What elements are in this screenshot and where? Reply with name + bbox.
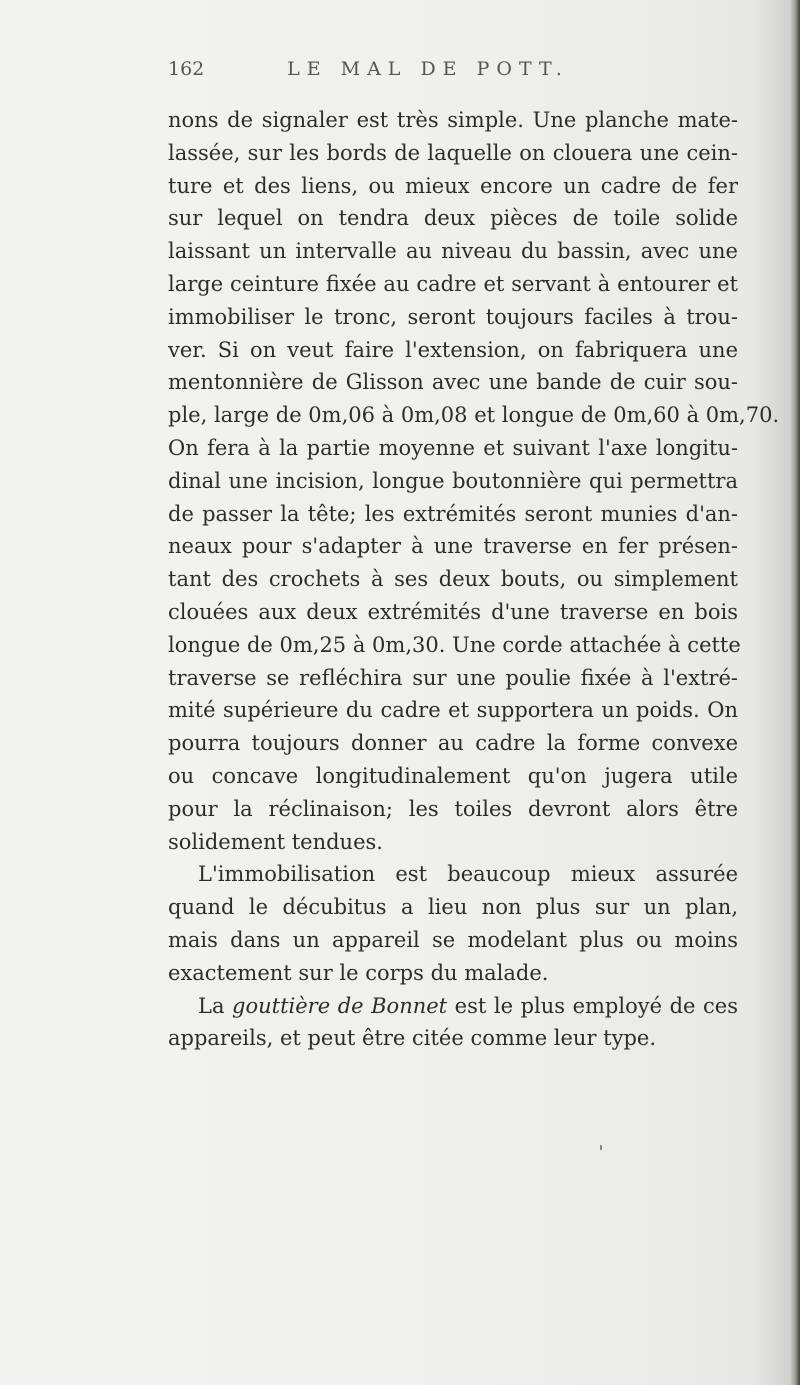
text-line: mentonnière de Glisson avec une bande de cuir sou- [168,370,738,395]
paragraph-2 [168,858,738,989]
text-line: sur lequel on tendra deux pièces de toile solide [168,206,738,231]
text-line: laissant un intervalle au niveau du bassin, avec une [168,239,738,264]
text-line: clouées aux deux extrémités d'une traverse en bois [168,599,738,624]
text-line: large ceinture fixée au cadre et servant à entourer et [168,271,738,296]
text-line: pourra toujours donner au cadre la forme convexe [168,731,738,756]
text-line: quand le décubitus a lieu non plus sur un plan, [168,895,738,920]
text-line: appareils, et peut être citée comme leur type. [168,1026,657,1051]
text-line: On fera à la partie moyenne et suivant l'axe longitu- [168,435,738,460]
text-run: est le plus employé de ces [454,993,738,1018]
page-number: 162 [168,58,205,80]
text-line: nons de signaler est très simple. Une planche mate- [168,108,738,132]
body-text [168,104,780,1055]
italic-term: gouttière de Bonnet [232,993,448,1018]
text-line: ver. Si on veut faire l'extension, on fabriquera une [168,337,738,362]
running-title: LE MAL DE POTT. [287,58,569,80]
print-speck [600,1145,602,1150]
text-line: ou concave longitudinalement qu'on jugera utile [168,763,738,788]
text-line: immobiliser le tronc, seront toujours faciles à trou- [168,304,738,329]
text-line: traverse se refléchira sur une poulie fixée à l'extré- [168,665,738,690]
text-line: tant des crochets à ses deux bouts, ou simplement [168,567,738,592]
text-line: longue de 0m,25 à 0m,30. Une corde attachée à cette [168,632,741,657]
text-line: solidement tendues. [168,829,383,854]
text-line: exactement sur le corps du malade. [168,960,549,985]
page-header [168,58,738,88]
text-line: mais dans un appareil se modelant plus ou moins [168,927,738,952]
text-line-mixed [168,990,738,1023]
page-edge-shadow [790,0,800,1385]
text-run: La [198,993,225,1018]
text-line: de passer la tête; les extrémités seront munies d'an- [168,501,738,526]
text-line: ple, large de 0m,06 à 0m,08 et longue de 0m,60 à 0m,70. [168,403,780,428]
text-line: mité supérieure du cadre et supportera un poids. On [168,698,738,723]
paragraph-3 [168,990,738,1056]
text-line: ture et des liens, ou mieux encore un cadre de fer [168,173,738,198]
text-line: dinal une incision, longue boutonnière qui permettra [168,468,738,493]
text-line: pour la réclinaison; les toiles devront alors être [168,796,738,821]
text-line: lassée, sur les bords de laquelle on clouera une cein- [168,140,738,165]
paragraph-1 [168,104,780,858]
text-line: neaux pour s'adapter à une traverse en fer présen- [168,534,738,559]
text-line: L'immobilisation est beaucoup mieux assurée [198,862,738,887]
